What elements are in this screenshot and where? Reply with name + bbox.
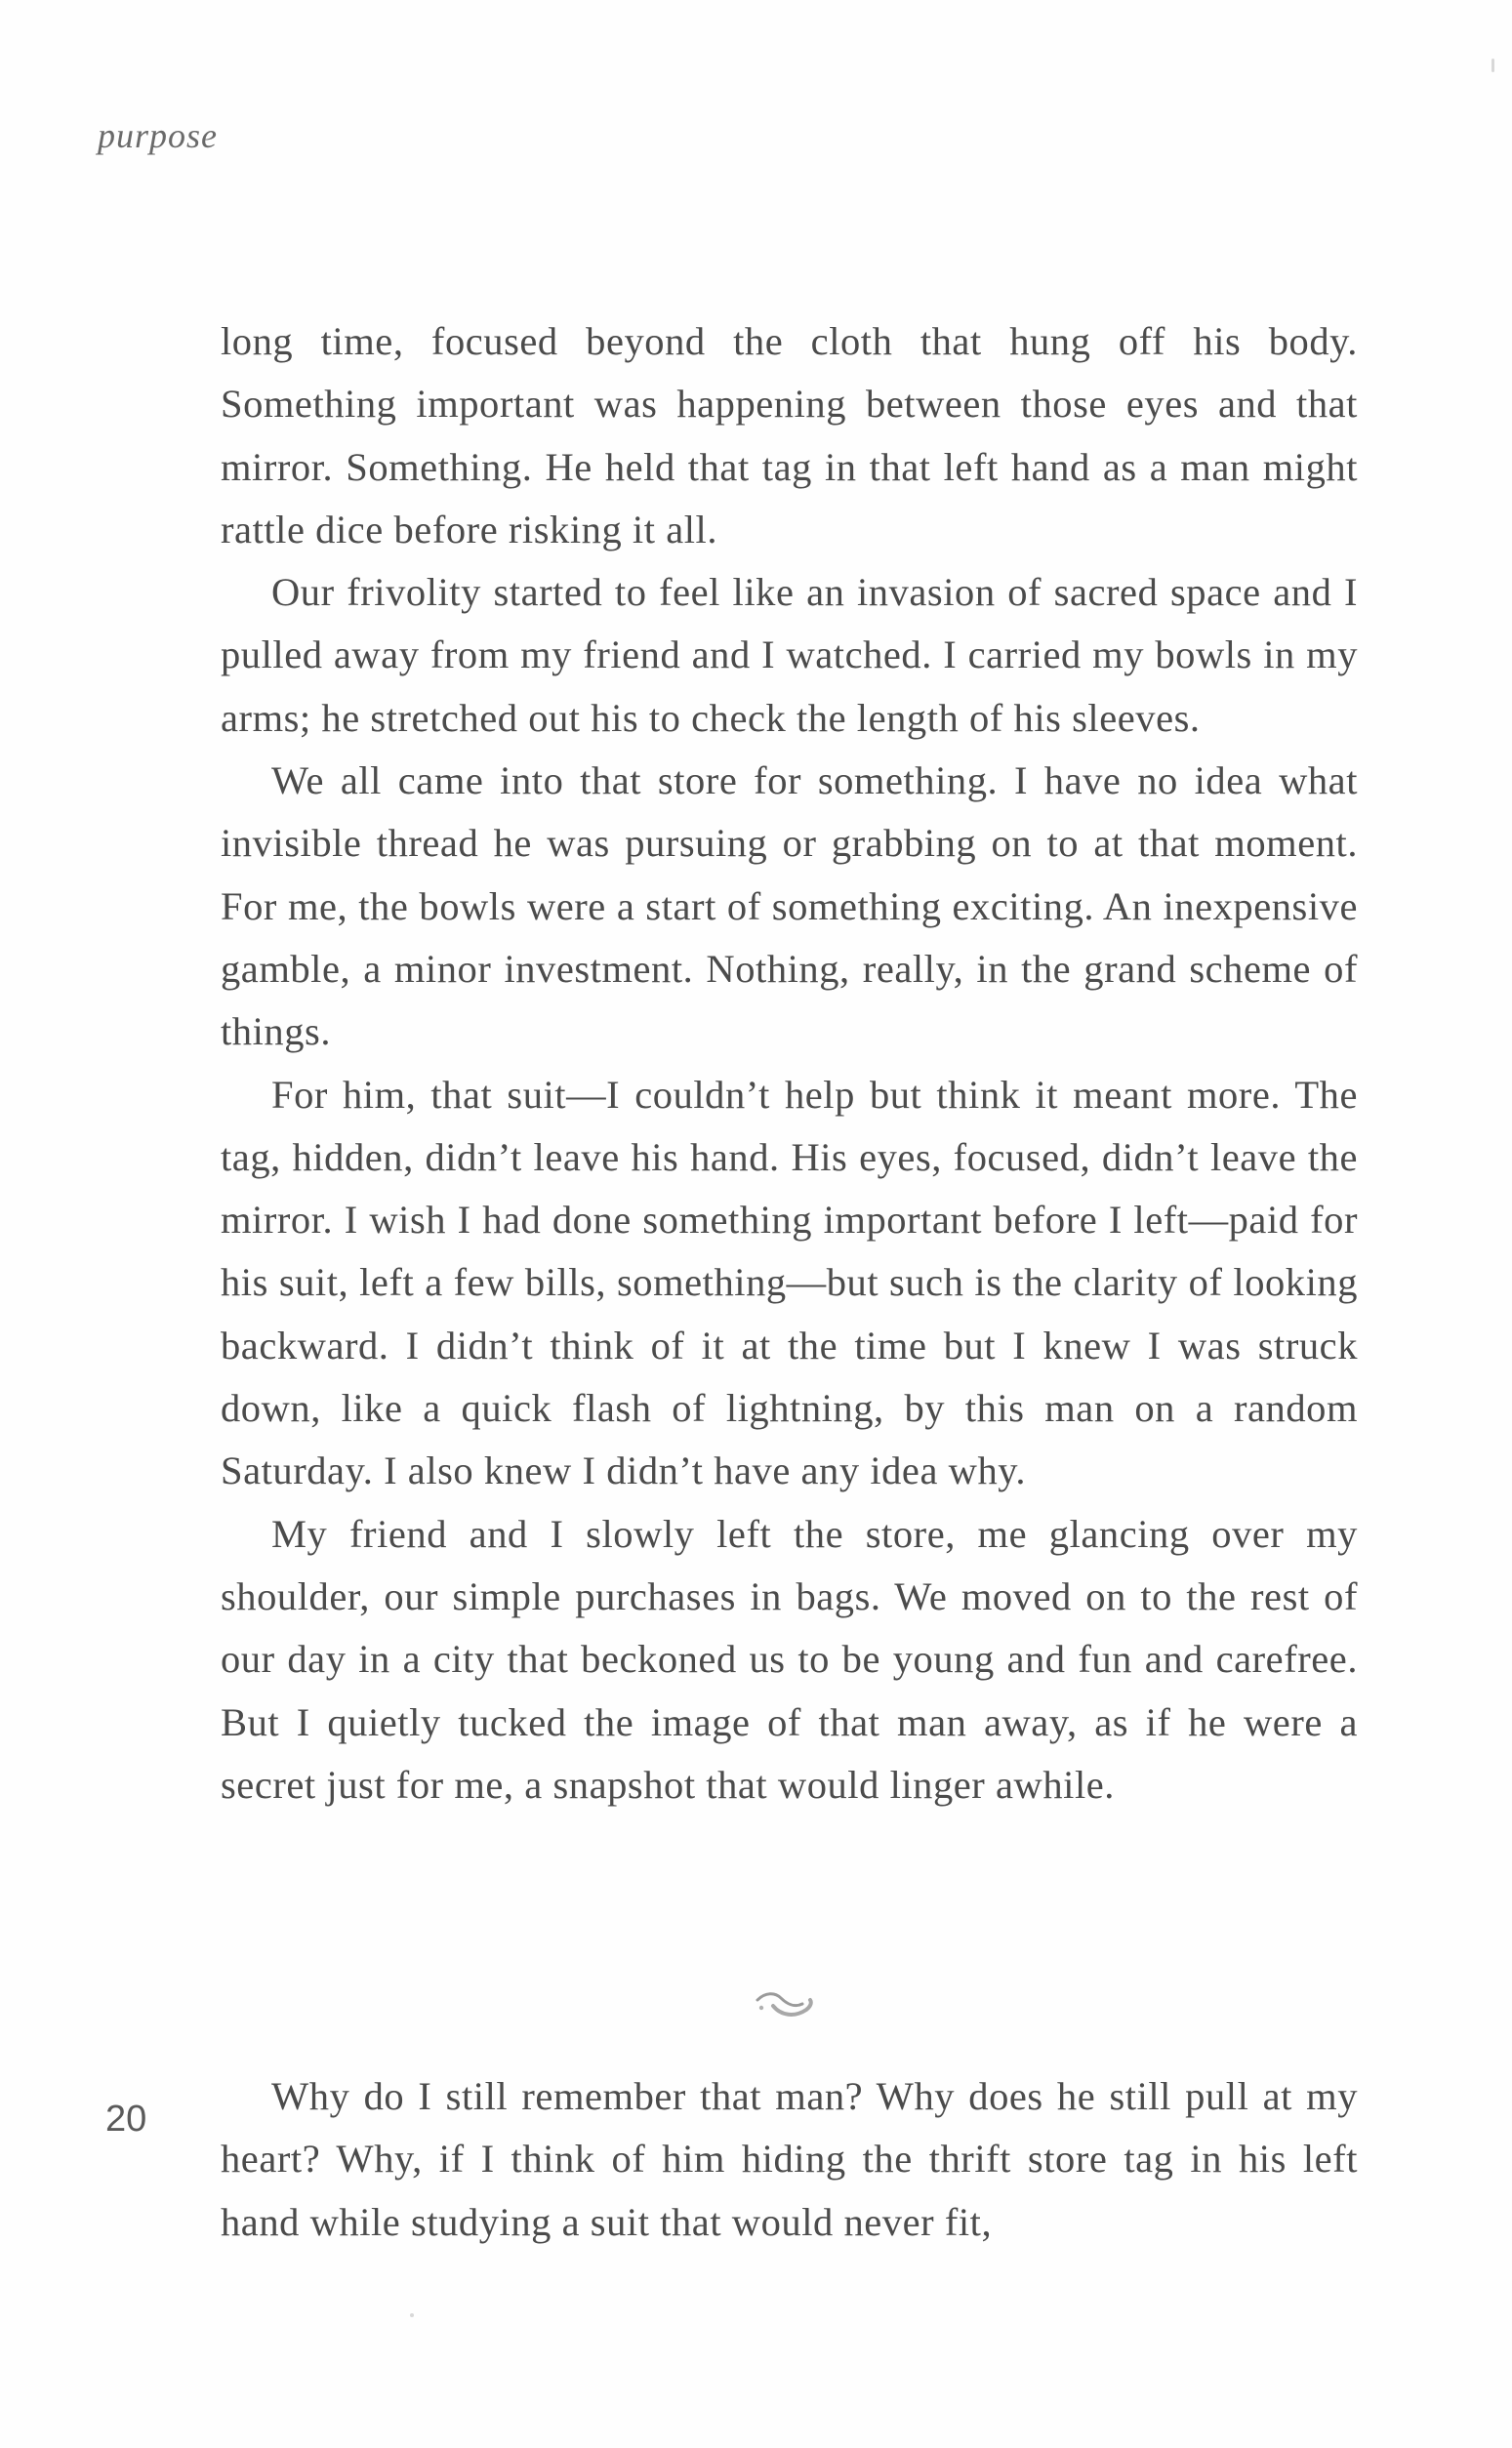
main-text — [221, 310, 1358, 1816]
continued-text — [221, 2065, 1358, 2254]
paragraph: We all came into that store for something. I have no idea what invisible thread he was pursuing or grabbing on to at that moment. For me, the bowls were a start of something exciting. An inexpensive gamble, a minor investment. Nothing, really, in the grand scheme of things. — [221, 758, 1358, 1054]
scan-speck — [1492, 59, 1494, 72]
running-header: purpose — [98, 116, 218, 155]
paragraph: Why do I still remember that man? Why does he still pull at my heart? Why, if I think of him hiding the thrift store tag in his left hand while studying a suit that would never fit, — [221, 2074, 1358, 2244]
page-number: 20 — [105, 2099, 147, 2140]
section-break-flourish-icon — [752, 1986, 820, 2021]
paragraph: long time, focused beyond the cloth that hung off his body. Something important was happening between those eyes and that mirror. Something. He held that tag in that left hand as a man might rattle dice before risking it all. — [221, 319, 1358, 551]
scan-speck — [410, 2313, 414, 2317]
paragraph: For him, that suit—I couldn’t help but think it meant more. The tag, hidden, didn’t leave his hand. His eyes, focused, didn’t leave the mirror. I wish I had done something important before I left—paid for his suit, left a few bills, something—but such is the clarity of looking backward. I didn’t think of it at the time but I knew I was struck down, like a quick flash of lightning, by this man on a random Saturday. I also knew I didn’t have any idea why. — [221, 1072, 1358, 1493]
paragraph: Our frivolity started to feel like an invasion of sacred space and I pulled away from my friend and I watched. I carried my bowls in my arms; he stretched out his to check the length of his sleeves. — [221, 570, 1358, 740]
paragraph: My friend and I slowly left the store, me glancing over my shoulder, our simple purchases in bags. We moved on to the rest of our day in a city that beckoned us to be young and fun and carefree. But I quietly tucked the image of that man away, as if he were a secret just for me, a snapshot that would linger awhile. — [221, 1511, 1358, 1807]
